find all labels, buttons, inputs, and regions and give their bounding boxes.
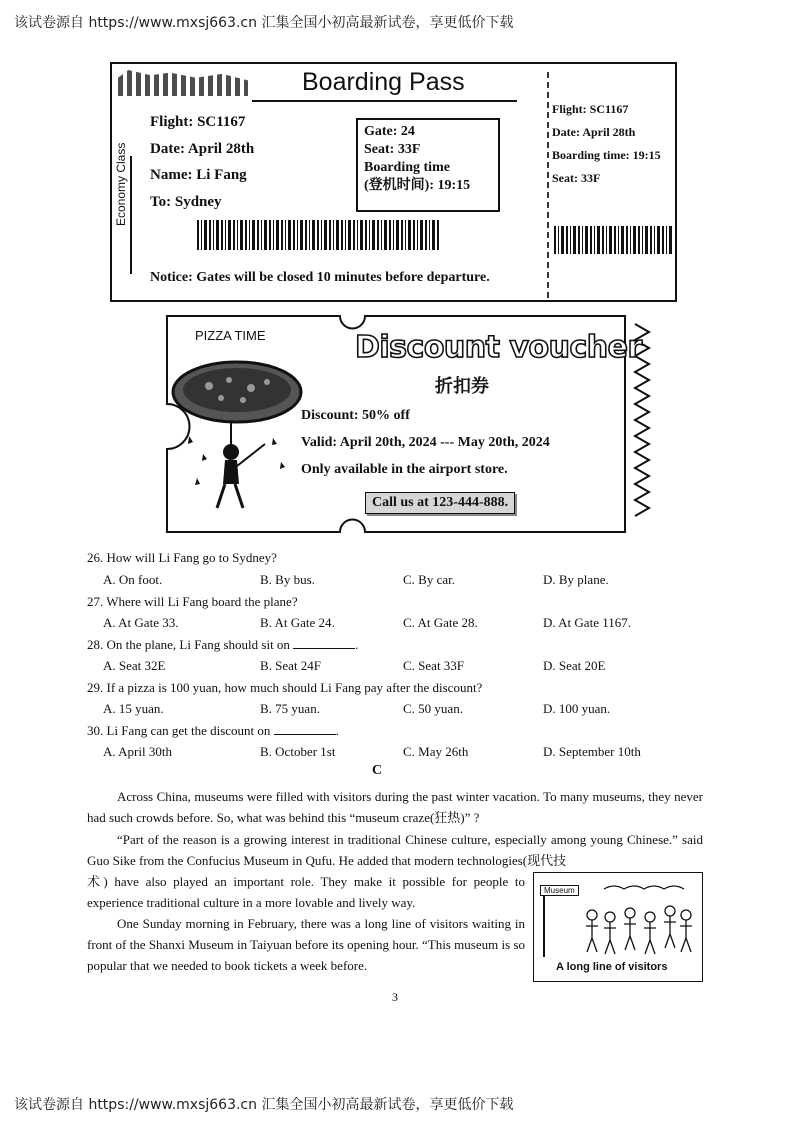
question-28-text: 28. On the plane, Li Fang should sit on <box>87 637 290 652</box>
seat-number: Seat: 33F <box>364 142 421 157</box>
discount-amount: Discount: 50% off <box>301 408 410 423</box>
answer-blank <box>274 724 336 735</box>
q27-option-c: C. At Gate 28. <box>403 615 478 630</box>
class-divider <box>130 156 132 274</box>
q27-option-b: B. At Gate 24. <box>260 615 335 630</box>
q28-option-d: D. Seat 20E <box>543 658 606 673</box>
question-27: 27. Where will Li Fang board the plane? <box>87 594 298 609</box>
answer-blank <box>293 638 355 649</box>
q30-option-b: B. October 1st <box>260 744 336 759</box>
q26-option-d: D. By plane. <box>543 572 609 587</box>
stub-barcode <box>554 226 672 254</box>
question-29: 29. If a pizza is 100 yuan, how much should Li Fang pay after the discount? <box>87 680 483 695</box>
visitors-drawing <box>534 873 702 963</box>
question-28: 28. On the plane, Li Fang should sit on . <box>87 637 359 652</box>
section-c-label: C <box>372 763 383 778</box>
paragraph-2a: “Part of the reason is a growing interest in traditional Chinese culture, especially among young Chinese.” said Guo Sike from the Confucius Museum in Qufu. He added that modern technologies(现代技 <box>87 832 703 868</box>
museum-sign: Museum <box>540 885 579 896</box>
q26-option-c: C. By car. <box>403 572 455 587</box>
boarding-pass <box>110 62 677 302</box>
boarding-time-label: Boarding time <box>364 160 450 175</box>
q29-option-b: B. 75 yuan. <box>260 701 320 716</box>
stub-boarding-time: Boarding time: 19:15 <box>552 148 661 162</box>
question-30-text: 30. Li Fang can get the discount on <box>87 723 271 738</box>
gate-number: Gate: 24 <box>364 124 415 139</box>
q28-option-a: A. Seat 32E <box>103 658 166 673</box>
gate-info-box <box>356 118 500 212</box>
q30-option-d: D. September 10th <box>543 744 641 759</box>
gate-notice: Notice: Gates will be closed 10 minutes before departure. <box>150 270 490 285</box>
q30-option-c: C. May 26th <box>403 744 469 759</box>
watermark-top: 该试卷源自 https://www.mxsj663.cn 汇集全国小初高最新试卷，享更低价下载 <box>14 15 514 31</box>
visitors-illustration <box>533 872 703 982</box>
q29-option-d: D. 100 yuan. <box>543 701 611 716</box>
figure-caption: A long line of visitors <box>556 961 668 973</box>
stub-date: Date: April 28th <box>552 125 636 139</box>
q26-option-b: B. By bus. <box>260 572 315 587</box>
q29-option-c: C. 50 yuan. <box>403 701 463 716</box>
discount-voucher <box>165 314 663 534</box>
call-us-banner: Call us at 123-444-888. <box>365 492 515 514</box>
q26-option-a: A. On foot. <box>103 572 163 587</box>
watermark-bottom: 该试卷源自 https://www.mxsj663.cn 汇集全国小初高最新试卷，享更低价下载 <box>14 1097 514 1113</box>
q29-option-a: A. 15 yuan. <box>103 701 164 716</box>
paragraph-2b: 术) have also played an important role. They make it possible for people to experience traditional culture in a more lovable and lively way. <box>87 874 525 910</box>
q27-option-d: D. At Gate 1167. <box>543 615 631 630</box>
main-barcode <box>197 220 440 250</box>
store-availability: Only available in the airport store. <box>301 462 508 477</box>
page-number: 3 <box>392 990 398 1004</box>
boarding-pass-title: Boarding Pass <box>302 68 465 96</box>
economy-class-label: Economy Class <box>114 142 128 226</box>
pizza-illustration <box>169 358 304 518</box>
q30-option-a: A. April 30th <box>103 744 172 759</box>
perforation-line <box>547 72 549 298</box>
paragraph-3: One Sunday morning in February, there was a long line of visitors waiting in front of the Shanxi Museum in Taiyuan before its opening hour. “This museum is so popular that we needed to book tickets a week before. <box>87 916 525 973</box>
question-30: 30. Li Fang can get the discount on . <box>87 723 339 738</box>
voucher-title: Discount voucher <box>355 330 642 365</box>
flight-number: Flight: SC1167 <box>150 114 246 130</box>
paragraph-1: Across China, museums were filled with visitors during the past winter vacation. To many museums, they never had such crowds before. So, what was behind this “museum craze(狂热)” ? <box>87 789 703 825</box>
stub-flight: Flight: SC1167 <box>552 102 629 116</box>
stub-seat: Seat: 33F <box>552 171 601 185</box>
flight-date: Date: April 28th <box>150 141 255 157</box>
pizza-time-brand: PIZZA TIME <box>195 328 266 343</box>
destination: To: Sydney <box>150 194 222 210</box>
valid-dates: Valid: April 20th, 2024 --- May 20th, 2024 <box>301 435 550 450</box>
question-26: 26. How will Li Fang go to Sydney? <box>87 550 277 565</box>
q27-option-a: A. At Gate 33. <box>103 615 179 630</box>
title-underline <box>252 100 517 102</box>
passenger-name: Name: Li Fang <box>150 167 247 183</box>
checkered-flag-decoration <box>118 70 248 96</box>
boarding-time-value: (登机时间): 19:15 <box>364 178 471 193</box>
q28-option-c: C. Seat 33F <box>403 658 465 673</box>
voucher-subtitle: 折扣券 <box>435 376 489 397</box>
q28-option-b: B. Seat 24F <box>260 658 322 673</box>
